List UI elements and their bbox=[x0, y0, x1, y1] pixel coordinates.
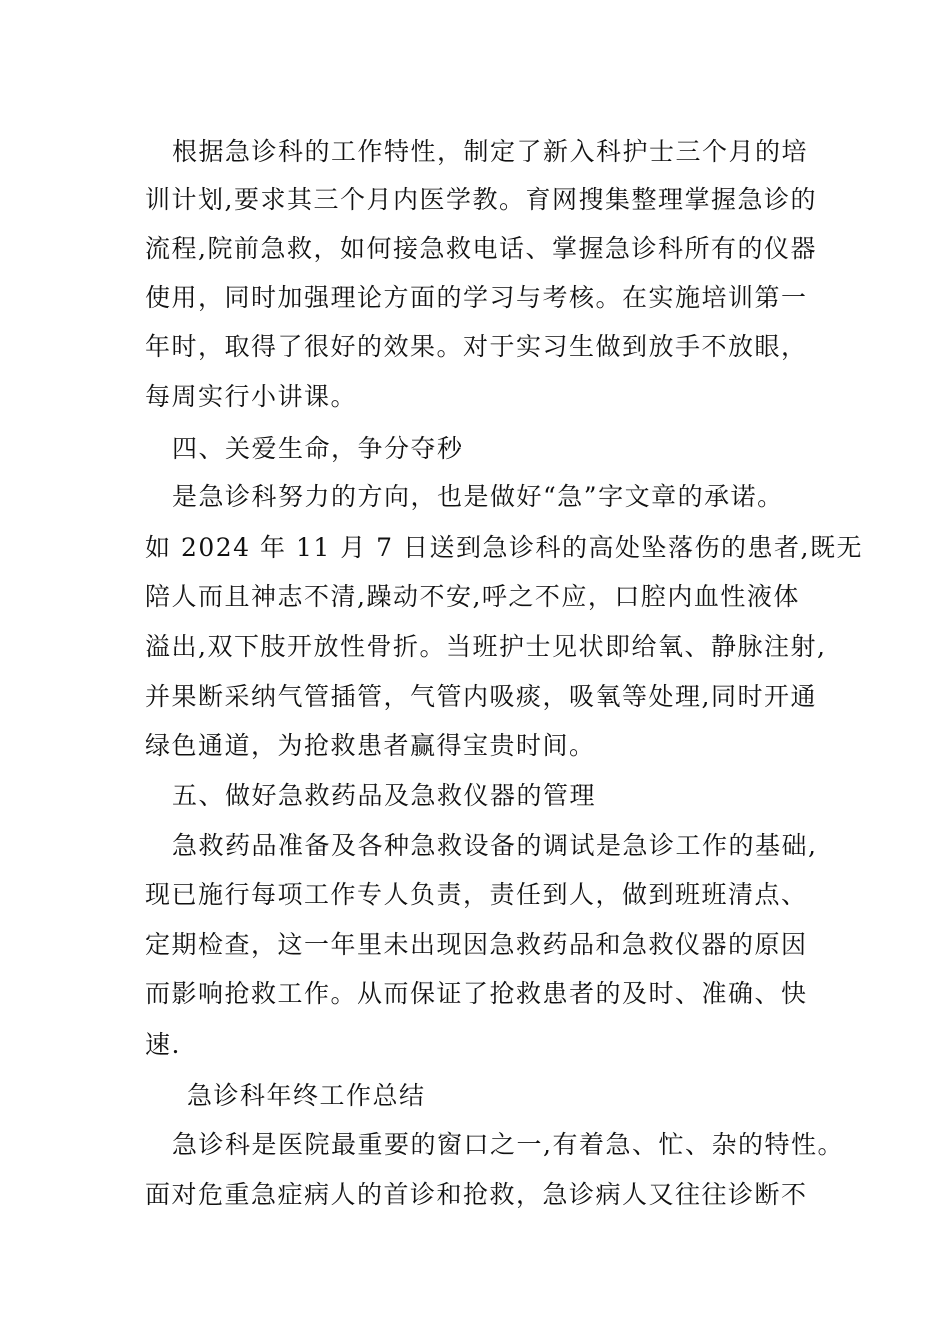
paragraph-line: 急诊科是医院最重要的窗口之一,有着急、忙、杂的特性。 bbox=[172, 1130, 844, 1159]
paragraph-line: 而影响抢救工作。从而保证了抢救患者的及时、准确、快 bbox=[145, 979, 808, 1008]
paragraph-line: 如 2024 年 11 月 7 日送到急诊科的高处坠落伤的患者,既无 bbox=[145, 533, 863, 562]
paragraph-line: 现已施行每项工作专人负责，责任到人，做到班班清点、 bbox=[145, 880, 808, 909]
paragraph-line: 是急诊科努力的方向，也是做好“急”字文章的承诺。 bbox=[172, 482, 784, 511]
paragraph-line: 流程,院前急救，如何接急救电话、掌握急诊科所有的仪器 bbox=[145, 234, 817, 263]
paragraph-line: 绿色通道，为抢救患者赢得宝贵时间。 bbox=[145, 731, 596, 760]
paragraph-line: 速. bbox=[145, 1030, 181, 1059]
paragraph-line: 根据急诊科的工作特性，制定了新入科护士三个月的培 bbox=[172, 137, 809, 166]
paragraph-line: 并果断采纳气管插管，气管内吸痰，吸氧等处理,同时开通 bbox=[145, 682, 817, 711]
paragraph-line: 面对危重急症病人的首诊和抢救，急诊病人又往往诊断不 bbox=[145, 1180, 808, 1209]
paragraph-line: 年时，取得了很好的效果。对于实习生做到放手不放眼， bbox=[145, 332, 808, 361]
document-title: 急诊科年终工作总结 bbox=[187, 1081, 426, 1110]
paragraph-line: 每周实行小讲课。 bbox=[145, 382, 358, 411]
paragraph-line: 陪人而且神志不清,躁动不安,呼之不应，口腔内血性液体 bbox=[145, 582, 800, 611]
paragraph-line: 训计划,要求其三个月内医学教。育网搜集整理掌握急诊的 bbox=[145, 185, 817, 214]
paragraph-line: 溢出,双下肢开放性骨折。当班护士见状即给氧、静脉注射, bbox=[145, 632, 827, 661]
paragraph-line: 急救药品准备及各种急救设备的调试是急诊工作的基础, bbox=[172, 831, 818, 860]
paragraph-line: 定期检查，这一年里未出现因急救药品和急救仪器的原因 bbox=[145, 930, 808, 959]
section-heading: 五、做好急救药品及急救仪器的管理 bbox=[172, 781, 597, 810]
paragraph-line: 使用，同时加强理论方面的学习与考核。在实施培训第一 bbox=[145, 283, 808, 312]
section-heading: 四、关爱生命，争分夺秒 bbox=[172, 434, 464, 463]
